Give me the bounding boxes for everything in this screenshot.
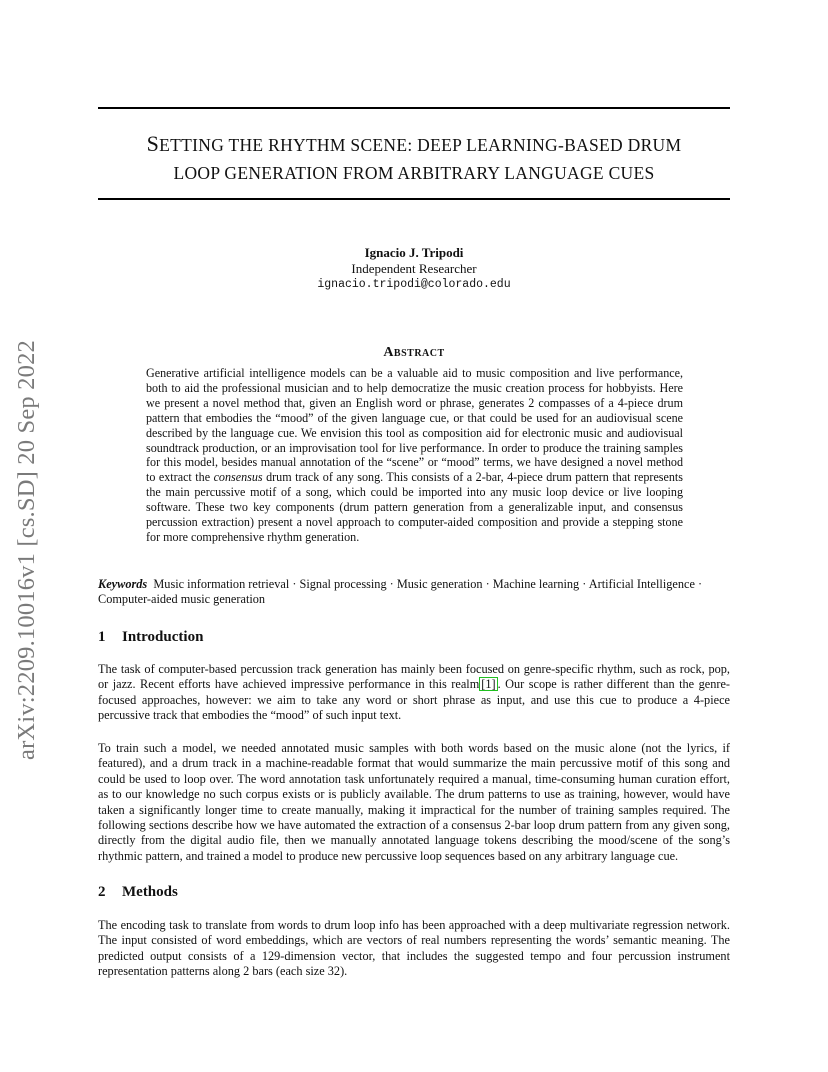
methods-paragraph-1: The encoding task to translate from words to drum loop info has been approached with a deep multivariate regression network. The input consisted of word embeddings, which are vectors of real numbers representing the words’ semantic meaning. The predicted output consists of a 129-dimension vector, that includes the suggested tempo and four percussion instrument representation patterns along 2 bars (each size 32). xyxy=(98,918,730,979)
arxiv-identifier-stamp: arXiv:2209.10016v1 [cs.SD] 20 Sep 2022 xyxy=(13,340,40,760)
abstract-italic-word: consensus xyxy=(213,470,263,485)
author-name: Ignacio J. Tripodi xyxy=(364,245,464,260)
section-heading-introduction xyxy=(98,629,203,646)
title-line-2: LOOP GENERATION FROM ARBITRARY LANGUAGE CUES xyxy=(173,163,655,183)
keywords-text: Music information retrieval · Signal processing · Music generation · Machine learning · Artificial Intelligence · Computer-aided music generation xyxy=(98,577,703,607)
section-heading-methods xyxy=(98,884,178,901)
section-title-introduction: Introduction xyxy=(122,629,204,645)
title-initial: S xyxy=(146,131,160,156)
intro-paragraph-2: To train such a model, we needed annotated music samples with both words based on the music alone (not the lyrics, if featured), and a drum track in a machine-readable format that would summarize the main percussive motif of this song and could be used to loop over. The word annotation task unfortunately required a manual, time-consuming human curation effort, as to our knowledge no such corpus exists or is publicly available. The drum patterns to use as training, however, would have taken a significantly longer time to create manually, making it impractical for the number of training samples required. The following sections describe how we have automated the extraction of a consensus 2-bar loop drum pattern from any given song, directly from the digital audio file, then we manually annotated language tokens describing the mood/scene of the song’s rhythmic pattern, and trained a model to produce new percussive loop sequences based on any arbitrary language cue. xyxy=(98,741,730,863)
title-line-1-rest: ETTING THE RHYTHM SCENE: DEEP LEARNING-BASED DRUM xyxy=(159,135,682,155)
paper-title xyxy=(98,130,730,187)
intro-p1-text-a: The task of computer-based percussion track generation has mainly been focused on genre-specific rhythm, such as rock, pop, or jazz. Recent efforts have achieved impressive performance in this realm xyxy=(98,662,730,692)
citation-link[interactable]: [1] xyxy=(481,677,496,692)
section-title-methods: Methods xyxy=(122,884,178,900)
keywords xyxy=(98,577,730,608)
author-block xyxy=(98,245,730,293)
author-affiliation: Independent Researcher xyxy=(351,261,477,276)
abstract-text-part-2: drum track of any song. This consists of a 2-bar, 4-piece drum pattern that represents the main percussive motif of a song, which could be imported into any music loop device or live looping software. These two key components (drum pattern generation from a generalizable input, and consensus percussion extraction) present a novel approach to computer-aided composition and provide a stepping stone for more comprehensive rhythm generation. xyxy=(146,470,683,544)
title-line-1 xyxy=(98,130,730,159)
section-number-1: 1 xyxy=(98,629,106,645)
intro-p1-text-b: . Our scope is rather different than the genre-focused approaches, however: we aim to take any word or short phrase as input, and use this cue to produce a 4-piece percussive track that embodies the “mood” of such input text. xyxy=(98,677,730,723)
abstract-text-part-1: Generative artificial intelligence models can be a valuable aid to music composition and live performance, both to aid the professional musician and to help democratize the music creation process for hobbyists. Here we present a novel method that, given an English word or phrase, generates 2 compasses of a 4-piece drum pattern that embodies the “mood” of the given language cue, or that could be used for an audiovisual scene described by the language cue. We envision this tool as composition aid for electronic music and audiovisual soundtrack production, or an improvisation tool for live performance. In order to produce the training samples for this model, besides manual annotation of the “scene” or “mood” terms, we have designed a novel method to extract the xyxy=(146,366,683,485)
author-email[interactable]: ignacio.tripodi@colorado.edu xyxy=(317,278,511,291)
title-bottom-rule xyxy=(98,198,730,200)
abstract-heading: Abstract xyxy=(383,345,445,360)
abstract-text xyxy=(146,366,683,545)
intro-paragraph-1 xyxy=(98,662,730,724)
section-number-2: 2 xyxy=(98,884,106,900)
keywords-label: Keywords xyxy=(98,577,148,591)
title-top-rule xyxy=(98,107,730,109)
